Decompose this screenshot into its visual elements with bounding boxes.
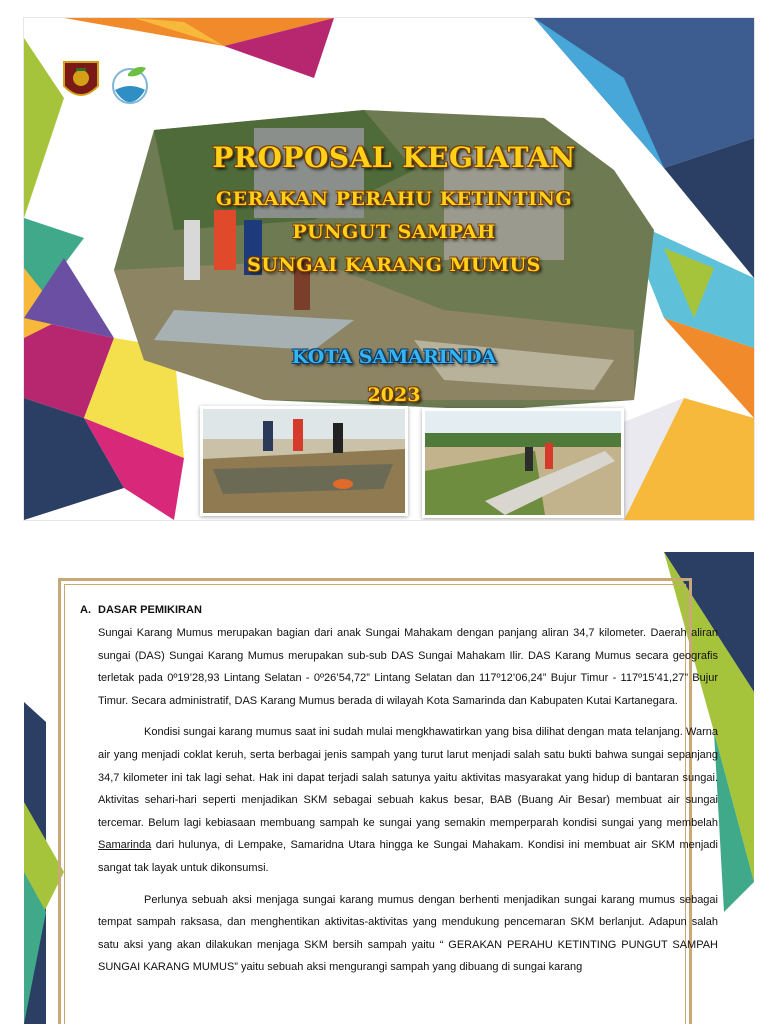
cover-page bbox=[24, 18, 754, 520]
year: 2023 bbox=[367, 384, 421, 406]
subtitle-line-1: GERAKAN PERAHU KETINTING bbox=[215, 188, 573, 210]
subtitle-line-3: SUNGAI KARANG MUMUS bbox=[247, 254, 541, 276]
section-title: DASAR PEMIKIRAN bbox=[98, 604, 202, 616]
document-page bbox=[24, 552, 754, 1024]
paragraph-1: Sungai Karang Mumus merupakan bagian dari anak Sungai Mahakam dengan panjang aliran 34,7 kilometer. Daerah aliran sungai (DAS) Sungai Karang Mumus merupakan sub-sub DAS Sungai Mahakam Ilir. DAS Karang Mumus secara geografis terletak pada 0º19’28,93 Lintang Selatan - 0º26’54,72” Lintang Selatan dan 117º12’06,24” Bujur Timur - 117º15’41,27” Bujur Timur. Secara administratif, DAS Karang Mumus berada di wilayah Kota Samarinda dan Kabupaten Kutai Kartanegara. bbox=[98, 627, 718, 707]
paragraph-2 bbox=[98, 721, 718, 879]
city-name: KOTA SAMARINDA bbox=[291, 346, 497, 368]
cover-title-block bbox=[134, 141, 654, 276]
cleanup-photo-right bbox=[422, 408, 624, 518]
section-heading bbox=[80, 604, 718, 616]
police-emblem-logo bbox=[62, 58, 100, 104]
document-content bbox=[80, 604, 718, 979]
paragraph-2-underlined-word: Samarinda bbox=[98, 839, 152, 852]
subtitle-line-2: PUNGUT SAMPAH bbox=[292, 221, 496, 243]
cleanup-photo-left bbox=[200, 406, 408, 516]
paragraph-2-text-a: Kondisi sungai karang mumus saat ini sudah mulai mengkhawatirkan yang bisa dilihat dengan mata telanjang. Warna air yang menjadi coklat keruh, serta berbagai jenis sampah yang turut larut menjadi salah satu bukti bahwa sungai sepanjang 34,7 kilometer ini tak lagi sehat. Hak ini dapat terjadi salah satunya yaitu aktivitas masyarakat yang hidup di bantaran sungai. Aktivitas sehari-hari seperti menjadikan SKM sebagai sebuah kakus besar, BAB (Buang Air Besar) membuat air sungai tercemar. Belum lagi kebiasaan membuang sampah ke sungai yang semakin memperparah kondisi sungai yang membelah bbox=[98, 726, 718, 829]
paragraph-2-text-b: dari hulunya, di Lempake, Samaridna Utara hingga ke Sungai Mahakam. Kondisi ini membuat air SKM menjadi sangat tak layak untuk dikonsumsi. bbox=[98, 839, 718, 874]
paragraph-3: Perlunya sebuah aksi menjaga sungai karang mumus dengan berhenti menjadikan sungai karang mumus sebagai tempat sampah raksasa, dan menghentikan aktivitas-aktivitas yang mendukung pencemaran SKM berlanjut. Adapun salah satu aksi yang akan dilakukan menjaga SKM bersih sampah yaitu “ GERAKAN PERAHU KETINTING PUNGUT SAMPAH SUNGAI KARANG MUMUS” yaitu sebuah aksi mengurangi sampah yang dibuang di sungai karang bbox=[98, 893, 718, 974]
section-number: A. bbox=[80, 604, 91, 616]
environment-logo bbox=[108, 62, 152, 106]
proposal-title: PROPOSAL KEGIATAN bbox=[212, 141, 576, 174]
